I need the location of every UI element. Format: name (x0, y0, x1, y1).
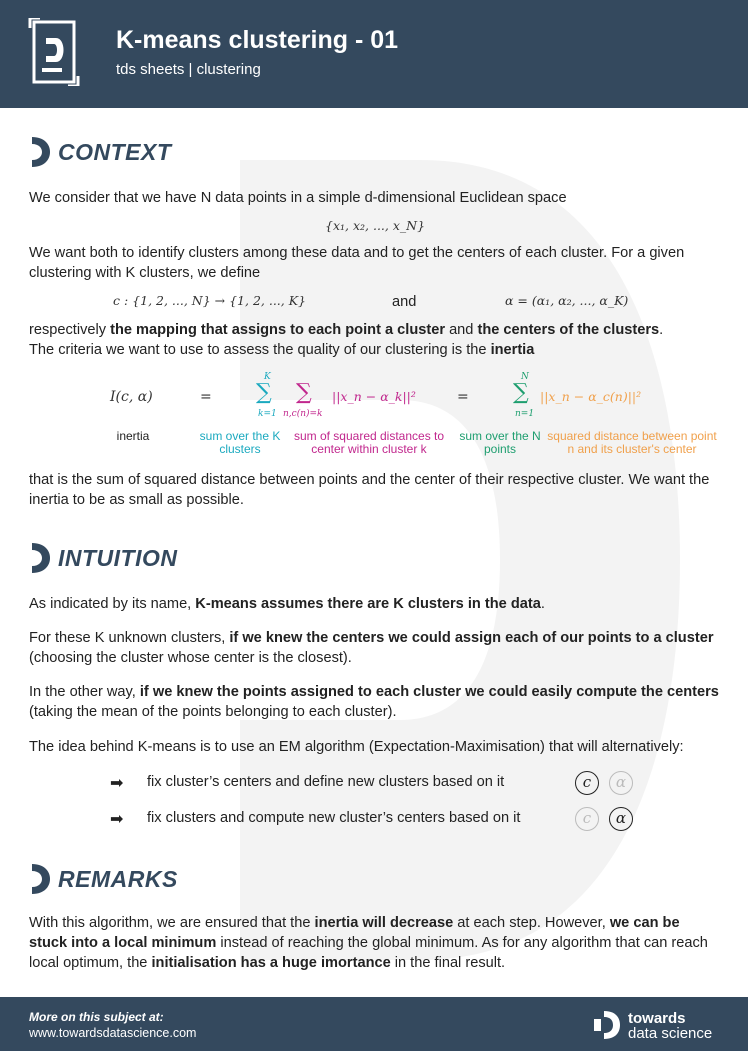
footer-brand-line-1: towards (628, 1010, 686, 1027)
page-title: K-means clustering - 01 (116, 26, 399, 54)
sum-N-symbol: ∑ (513, 380, 529, 405)
footer-url-link[interactable]: www.towardsdatascience.com (29, 1026, 197, 1040)
bold-assumption: K-means assumes there are K clusters in the data (195, 596, 541, 612)
footer-more-label: More on this subject at: (29, 1010, 164, 1024)
section-title-context: CONTEXT (58, 139, 172, 165)
text-run: As indicated by its name, (29, 596, 196, 612)
sum-k-symbol: ∑ (256, 380, 272, 405)
label-squared-distance: squared distance between point n and its cluster's center (547, 429, 717, 456)
section-marker-icon (30, 864, 50, 894)
norm-term-1: ||x_n − α_k||² (332, 389, 416, 404)
text-run: respectively (29, 322, 111, 338)
alpha-symbol-icon: α (609, 807, 633, 831)
sum-k-bottom: k=1 (258, 409, 277, 419)
label-sum-squared-distances: sum of squared distances to center within cluster k (293, 429, 445, 456)
header-bar (0, 0, 748, 108)
bold-inertia-decrease: inertia will decrease (314, 915, 454, 931)
text-run: instead of reaching the global minimum. As for any algorithm that can reach local optimum, the (29, 935, 708, 971)
intuition-paragraph-3 (29, 682, 719, 722)
text-run: For these K unknown clusters, (29, 630, 230, 646)
text-run: in the final result. (390, 955, 506, 971)
text-run: In the other way, (29, 684, 140, 700)
section-title-remarks: REMARKS (58, 866, 178, 892)
text-run: . (540, 596, 545, 612)
bold-inertia: inertia (490, 342, 535, 358)
context-paragraph-1: We consider that we have N data points in a simple d-dimensional Euclidean space (29, 190, 567, 206)
remarks-paragraph (29, 913, 719, 973)
equation-data-set: {x₁, x₂, ..., x_N} (325, 218, 426, 233)
label-inertia: inertia (116, 429, 150, 443)
context-paragraph-3 (29, 320, 719, 360)
equals-sign: = (200, 389, 212, 405)
tds-logo-icon (594, 1011, 620, 1039)
text-run: . (659, 322, 664, 338)
c-symbol-faded-icon: c (575, 807, 599, 831)
intuition-paragraph-4: The idea behind K-means is to use an EM algorithm (Expectation-Maximisation) that will alternatively: (29, 739, 684, 755)
equation-centers: α = (α₁, α₂, ..., α_K) (505, 293, 629, 308)
bold-mapping: the mapping that assigns to each point a cluster (110, 322, 446, 338)
document-logo-icon (28, 18, 80, 86)
arrow-right-icon: ➡ (110, 775, 124, 792)
sum-k-top: K (264, 372, 271, 382)
section-marker-icon (30, 543, 50, 573)
bold-initialisation: initialisation has a huge imortance (151, 955, 391, 971)
text-run: and (445, 322, 478, 338)
equation-inertia-lhs: I(c, α) (110, 389, 153, 405)
context-paragraph-2: We want both to identify clusters among these data and to get the centers of each cluster. For a given clustering with K clusters, we define (29, 245, 685, 281)
text-run: The criteria we want to use to assess the quality of our clustering is the (29, 342, 491, 358)
label-sum-over-points: sum over the N points (459, 429, 541, 456)
bold-centers-known: if we knew the centers we could assign each of our points to a cluster (229, 630, 714, 646)
context-paragraph-5: that is the sum of squared distance between points and the center of their respective cluster. We want the inertia to be as small as possible. (29, 472, 710, 508)
sum-N-bottom: n=1 (515, 409, 535, 419)
bullet-item-1: fix cluster’s centers and define new clusters based on it (147, 774, 505, 790)
text-run: (choosing the cluster whose center is the closest). (29, 650, 352, 666)
sum-n-bottom: n,c(n)=k (283, 409, 323, 419)
text-run: With this algorithm, we are ensured that the (29, 915, 315, 931)
text-run: at each step. However, (453, 915, 610, 931)
arrow-right-icon: ➡ (110, 811, 124, 828)
label-sum-over-clusters: sum over the K clusters (199, 429, 281, 456)
c-symbol-icon: c (575, 771, 599, 795)
equals-sign-2: = (457, 389, 469, 405)
alpha-symbol-faded-icon: α (609, 771, 633, 795)
bold-points-known: if we knew the points assigned to each cluster we could easily compute the centers (139, 684, 719, 700)
text-run: (taking the mean of the points belonging to each cluster). (29, 704, 397, 720)
norm-term-2: ||x_n − α_c(n)||² (540, 389, 642, 404)
bullet-item-2: fix clusters and compute new cluster’s centers based on it (147, 810, 521, 826)
equation-mapping: c : {1, 2, ..., N} → {1, 2, ..., K} (113, 293, 306, 308)
section-title-intuition: INTUITION (58, 545, 178, 571)
page-subtitle: tds sheets | clustering (116, 61, 261, 78)
sum-n-symbol: ∑ (296, 380, 312, 405)
intuition-paragraph-1 (29, 594, 719, 614)
bold-centers: the centers of the clusters (477, 322, 660, 338)
bold-local-minimum: we can be stuck into a local minimum (29, 915, 680, 951)
intuition-paragraph-2 (29, 628, 719, 668)
section-marker-icon (30, 137, 50, 167)
footer-bar (0, 997, 748, 1051)
and-text: and (392, 294, 417, 310)
footer-brand-line-2: data science (628, 1025, 713, 1042)
sum-N-top: N (521, 372, 529, 382)
